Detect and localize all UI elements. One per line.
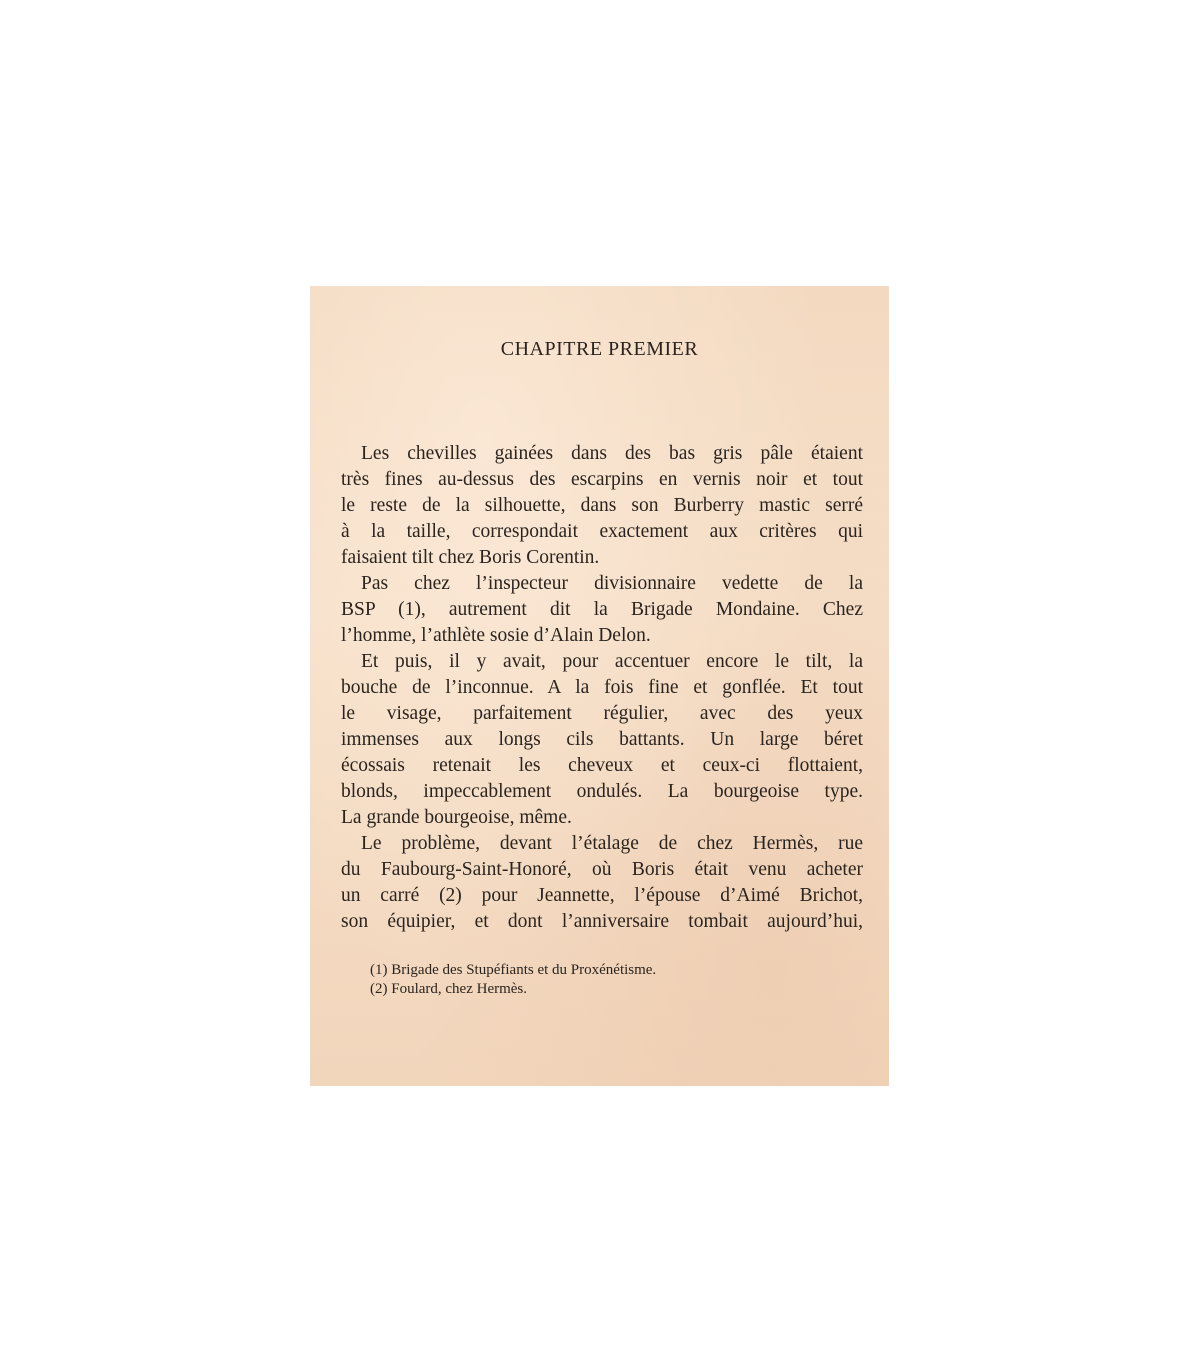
- text-line: très fines au-dessus des escarpins en vernis noir et tout: [341, 469, 863, 490]
- text-line: Et puis, il y avait, pour accentuer encore le tilt, la: [361, 651, 863, 672]
- book-page: [310, 286, 889, 1086]
- text-line: son équipier, et dont l’anniversaire tombait aujourd’hui,: [341, 911, 863, 932]
- text-line: écossais retenait les cheveux et ceux-ci flottaient,: [341, 755, 863, 776]
- footnote: (1) Brigade des Stupéfiants et du Proxénétisme.: [370, 962, 657, 978]
- text-line: le visage, parfaitement régulier, avec des yeux: [341, 703, 863, 724]
- text-line: La grande bourgeoise, même.: [341, 807, 572, 828]
- text-line: Les chevilles gainées dans des bas gris pâle étaient: [361, 443, 863, 464]
- text-line: Le problème, devant l’étalage de chez Hermès, rue: [361, 833, 863, 854]
- footnotes: [370, 961, 850, 999]
- footnote: (2) Foulard, chez Hermès.: [370, 981, 528, 997]
- text-line: l’homme, l’athlète sosie d’Alain Delon.: [341, 625, 651, 646]
- body-text: [341, 441, 863, 935]
- text-line: blonds, impeccablement ondulés. La bourgeoise type.: [341, 781, 863, 802]
- chapter-title: CHAPITRE PREMIER: [500, 338, 699, 360]
- text-line: Pas chez l’inspecteur divisionnaire vedette de la: [361, 573, 863, 594]
- text-line: immenses aux longs cils battants. Un large béret: [341, 729, 863, 750]
- text-line: un carré (2) pour Jeannette, l’épouse d’Aimé Brichot,: [341, 885, 863, 906]
- text-line: bouche de l’inconnue. A la fois fine et gonflée. Et tout: [341, 677, 863, 698]
- text-line: du Faubourg-Saint-Honoré, où Boris était venu acheter: [341, 859, 863, 880]
- text-line: BSP (1), autrement dit la Brigade Mondaine. Chez: [341, 599, 863, 620]
- text-line: faisaient tilt chez Boris Corentin.: [341, 547, 600, 568]
- text-line: à la taille, correspondait exactement aux critères qui: [341, 521, 863, 542]
- text-line: le reste de la silhouette, dans son Burberry mastic serré: [341, 495, 863, 516]
